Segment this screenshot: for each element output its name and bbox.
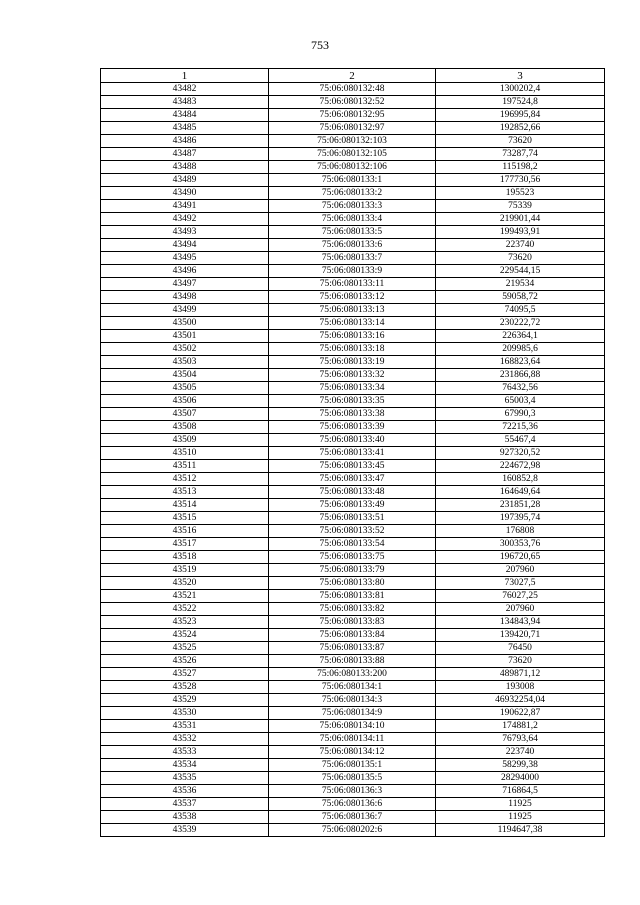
value-cell: 76027,25: [436, 590, 605, 603]
value-cell: 207960: [436, 564, 605, 577]
column-header-3: 3: [436, 69, 605, 83]
row-number-cell: 43507: [101, 408, 269, 421]
row-number-cell: 43531: [101, 720, 269, 733]
value-cell: 219901,44: [436, 213, 605, 226]
value-cell: 72215,36: [436, 421, 605, 434]
table-row: [101, 746, 605, 759]
value-cell: 115198,2: [436, 161, 605, 174]
row-number-cell: 43506: [101, 395, 269, 408]
table-row: [101, 83, 605, 96]
value-cell: 190622,87: [436, 707, 605, 720]
cadastral-number-cell: 75:06:080133:19: [269, 356, 436, 369]
table-row: [101, 772, 605, 785]
value-cell: 223740: [436, 239, 605, 252]
value-cell: 229544,15: [436, 265, 605, 278]
value-cell: 73027,5: [436, 577, 605, 590]
cadastral-number-cell: 75:06:080133:16: [269, 330, 436, 343]
cadastral-number-cell: 75:06:080133:18: [269, 343, 436, 356]
row-number-cell: 43484: [101, 109, 269, 122]
value-cell: 168823,64: [436, 356, 605, 369]
cadastral-number-cell: 75:06:080133:81: [269, 590, 436, 603]
table-row: [101, 187, 605, 200]
cadastral-number-cell: 75:06:080133:3: [269, 200, 436, 213]
cadastral-number-cell: 75:06:080133:32: [269, 369, 436, 382]
value-cell: 55467,4: [436, 434, 605, 447]
table-row: [101, 577, 605, 590]
table-row: [101, 733, 605, 746]
cadastral-number-cell: 75:06:080133:83: [269, 616, 436, 629]
column-header-2: 2: [269, 69, 436, 83]
table-row: [101, 330, 605, 343]
cadastral-number-cell: 75:06:080136:6: [269, 798, 436, 811]
cadastral-number-cell: 75:06:080134:12: [269, 746, 436, 759]
table-row: [101, 824, 605, 837]
table-row: [101, 291, 605, 304]
row-number-cell: 43526: [101, 655, 269, 668]
cadastral-number-cell: 75:06:080135:5: [269, 772, 436, 785]
cadastral-number-cell: 75:06:080133:35: [269, 395, 436, 408]
row-number-cell: 43508: [101, 421, 269, 434]
row-number-cell: 43517: [101, 538, 269, 551]
value-cell: 223740: [436, 746, 605, 759]
cadastral-number-cell: 75:06:080133:87: [269, 642, 436, 655]
cadastral-number-cell: 75:06:080133:82: [269, 603, 436, 616]
value-cell: 199493,91: [436, 226, 605, 239]
table-row: [101, 447, 605, 460]
table-row: [101, 681, 605, 694]
value-cell: 73287,74: [436, 148, 605, 161]
data-table: [100, 68, 605, 837]
row-number-cell: 43491: [101, 200, 269, 213]
row-number-cell: 43518: [101, 551, 269, 564]
table-row: [101, 395, 605, 408]
table-row: [101, 538, 605, 551]
cadastral-number-cell: 75:06:080132:97: [269, 122, 436, 135]
value-cell: 46932254,04: [436, 694, 605, 707]
cadastral-number-cell: 75:06:080133:34: [269, 382, 436, 395]
table-row: [101, 655, 605, 668]
value-cell: 193008: [436, 681, 605, 694]
table-row: [101, 408, 605, 421]
cadastral-number-cell: 75:06:080134:10: [269, 720, 436, 733]
cadastral-number-cell: 75:06:080133:38: [269, 408, 436, 421]
value-cell: 74095,5: [436, 304, 605, 317]
value-cell: 300353,76: [436, 538, 605, 551]
row-number-cell: 43490: [101, 187, 269, 200]
table-row: [101, 200, 605, 213]
row-number-cell: 43513: [101, 486, 269, 499]
row-number-cell: 43511: [101, 460, 269, 473]
value-cell: 73620: [436, 655, 605, 668]
cadastral-number-cell: 75:06:080133:2: [269, 187, 436, 200]
row-number-cell: 43525: [101, 642, 269, 655]
row-number-cell: 43501: [101, 330, 269, 343]
cadastral-number-cell: 75:06:080133:9: [269, 265, 436, 278]
value-cell: 197395,74: [436, 512, 605, 525]
table-row: [101, 434, 605, 447]
value-cell: 207960: [436, 603, 605, 616]
row-number-cell: 43515: [101, 512, 269, 525]
table-row: [101, 239, 605, 252]
table-row: [101, 486, 605, 499]
row-number-cell: 43482: [101, 83, 269, 96]
value-cell: 11925: [436, 811, 605, 824]
value-cell: 160852,8: [436, 473, 605, 486]
value-cell: 177730,56: [436, 174, 605, 187]
value-cell: 73620: [436, 252, 605, 265]
row-number-cell: 43505: [101, 382, 269, 395]
cadastral-number-cell: 75:06:080133:39: [269, 421, 436, 434]
cadastral-number-cell: 75:06:080133:6: [269, 239, 436, 252]
value-cell: 59058,72: [436, 291, 605, 304]
row-number-cell: 43534: [101, 759, 269, 772]
row-number-cell: 43495: [101, 252, 269, 265]
row-number-cell: 43537: [101, 798, 269, 811]
row-number-cell: 43489: [101, 174, 269, 187]
table-row: [101, 759, 605, 772]
table-row: [101, 460, 605, 473]
cadastral-number-cell: 75:06:080133:75: [269, 551, 436, 564]
row-number-cell: 43512: [101, 473, 269, 486]
table-row: [101, 525, 605, 538]
row-number-cell: 43487: [101, 148, 269, 161]
cadastral-number-cell: 75:06:080132:106: [269, 161, 436, 174]
value-cell: 196995,84: [436, 109, 605, 122]
table-row: [101, 642, 605, 655]
table-row: [101, 265, 605, 278]
cadastral-number-cell: 75:06:080133:12: [269, 291, 436, 304]
value-cell: 927320,52: [436, 447, 605, 460]
table-row: [101, 226, 605, 239]
table-row: [101, 720, 605, 733]
table-row: [101, 161, 605, 174]
cadastral-number-cell: 75:06:080135:1: [269, 759, 436, 772]
row-number-cell: 43536: [101, 785, 269, 798]
value-cell: 1194647,38: [436, 824, 605, 837]
row-number-cell: 43485: [101, 122, 269, 135]
table-row: [101, 707, 605, 720]
row-number-cell: 43514: [101, 499, 269, 512]
value-cell: 76793,64: [436, 733, 605, 746]
cadastral-number-cell: 75:06:080132:48: [269, 83, 436, 96]
table-row: [101, 616, 605, 629]
row-number-cell: 43509: [101, 434, 269, 447]
value-cell: 230222,72: [436, 317, 605, 330]
value-cell: 28294000: [436, 772, 605, 785]
table-row: [101, 811, 605, 824]
cadastral-number-cell: 75:06:080132:95: [269, 109, 436, 122]
cadastral-number-cell: 75:06:080133:88: [269, 655, 436, 668]
table-row: [101, 499, 605, 512]
table-row: [101, 694, 605, 707]
value-cell: 226364,1: [436, 330, 605, 343]
table-row: [101, 551, 605, 564]
table-row: [101, 148, 605, 161]
table-body: [101, 83, 605, 837]
cadastral-number-cell: 75:06:080133:4: [269, 213, 436, 226]
cadastral-number-cell: 75:06:080133:80: [269, 577, 436, 590]
cadastral-number-cell: 75:06:080133:49: [269, 499, 436, 512]
row-number-cell: 43519: [101, 564, 269, 577]
cadastral-number-cell: 75:06:080133:40: [269, 434, 436, 447]
table-row: [101, 668, 605, 681]
table-row: [101, 512, 605, 525]
cadastral-number-cell: 75:06:080133:52: [269, 525, 436, 538]
column-header-1: 1: [101, 69, 269, 83]
row-number-cell: 43502: [101, 343, 269, 356]
row-number-cell: 43496: [101, 265, 269, 278]
cadastral-number-cell: 75:06:080136:7: [269, 811, 436, 824]
value-cell: 174881,2: [436, 720, 605, 733]
cadastral-number-cell: 75:06:080133:47: [269, 473, 436, 486]
value-cell: 58299,38: [436, 759, 605, 772]
value-cell: 67990,3: [436, 408, 605, 421]
row-number-cell: 43516: [101, 525, 269, 538]
table-row: [101, 382, 605, 395]
value-cell: 139420,71: [436, 629, 605, 642]
cadastral-number-cell: 75:06:080132:52: [269, 96, 436, 109]
cadastral-number-cell: 75:06:080132:103: [269, 135, 436, 148]
table-row: [101, 369, 605, 382]
cadastral-number-cell: 75:06:080133:1: [269, 174, 436, 187]
row-number-cell: 43533: [101, 746, 269, 759]
row-number-cell: 43523: [101, 616, 269, 629]
value-cell: 192852,66: [436, 122, 605, 135]
value-cell: 1300202,4: [436, 83, 605, 96]
table-row: [101, 785, 605, 798]
row-number-cell: 43520: [101, 577, 269, 590]
row-number-cell: 43527: [101, 668, 269, 681]
cadastral-number-cell: 75:06:080132:105: [269, 148, 436, 161]
table-row: [101, 174, 605, 187]
table-row: [101, 122, 605, 135]
row-number-cell: 43486: [101, 135, 269, 148]
table-row: [101, 798, 605, 811]
cadastral-number-cell: 75:06:080133:79: [269, 564, 436, 577]
table-row: [101, 304, 605, 317]
cadastral-number-cell: 75:06:080133:200: [269, 668, 436, 681]
cadastral-number-cell: 75:06:080133:48: [269, 486, 436, 499]
cadastral-number-cell: 75:06:080133:7: [269, 252, 436, 265]
row-number-cell: 43539: [101, 824, 269, 837]
value-cell: 716864,5: [436, 785, 605, 798]
cadastral-number-cell: 75:06:080133:41: [269, 447, 436, 460]
row-number-cell: 43535: [101, 772, 269, 785]
table-row: [101, 317, 605, 330]
row-number-cell: 43499: [101, 304, 269, 317]
row-number-cell: 43524: [101, 629, 269, 642]
value-cell: 224672,98: [436, 460, 605, 473]
row-number-cell: 43521: [101, 590, 269, 603]
value-cell: 489871,12: [436, 668, 605, 681]
row-number-cell: 43522: [101, 603, 269, 616]
cadastral-number-cell: 75:06:080202:6: [269, 824, 436, 837]
row-number-cell: 43504: [101, 369, 269, 382]
value-cell: 73620: [436, 135, 605, 148]
table-row: [101, 356, 605, 369]
cadastral-number-cell: 75:06:080133:13: [269, 304, 436, 317]
value-cell: 75339: [436, 200, 605, 213]
table-row: [101, 590, 605, 603]
row-number-cell: 43492: [101, 213, 269, 226]
value-cell: 176808: [436, 525, 605, 538]
row-number-cell: 43532: [101, 733, 269, 746]
cadastral-number-cell: 75:06:080133:54: [269, 538, 436, 551]
table-row: [101, 473, 605, 486]
table-row: [101, 252, 605, 265]
page-number: 753: [311, 38, 329, 52]
cadastral-number-cell: 75:06:080133:5: [269, 226, 436, 239]
value-cell: 195523: [436, 187, 605, 200]
row-number-cell: 43503: [101, 356, 269, 369]
cadastral-number-cell: 75:06:080133:11: [269, 278, 436, 291]
cadastral-number-cell: 75:06:080134:3: [269, 694, 436, 707]
table-row: [101, 135, 605, 148]
cadastral-number-cell: 75:06:080133:45: [269, 460, 436, 473]
table-row: [101, 564, 605, 577]
table-row: [101, 109, 605, 122]
table-row: [101, 603, 605, 616]
table-row: [101, 629, 605, 642]
value-cell: 164649,64: [436, 486, 605, 499]
row-number-cell: 43497: [101, 278, 269, 291]
row-number-cell: 43493: [101, 226, 269, 239]
value-cell: 76432,56: [436, 382, 605, 395]
cadastral-number-cell: 75:06:080134:11: [269, 733, 436, 746]
cadastral-number-cell: 75:06:080133:84: [269, 629, 436, 642]
row-number-cell: 43488: [101, 161, 269, 174]
cadastral-number-cell: 75:06:080136:3: [269, 785, 436, 798]
table-header-row: [101, 69, 605, 83]
table-row: [101, 213, 605, 226]
value-cell: 219534: [436, 278, 605, 291]
table-row: [101, 96, 605, 109]
row-number-cell: 43528: [101, 681, 269, 694]
value-cell: 231851,28: [436, 499, 605, 512]
cadastral-number-cell: 75:06:080134:1: [269, 681, 436, 694]
cadastral-number-cell: 75:06:080133:14: [269, 317, 436, 330]
value-cell: 197524,8: [436, 96, 605, 109]
row-number-cell: 43530: [101, 707, 269, 720]
value-cell: 11925: [436, 798, 605, 811]
row-number-cell: 43500: [101, 317, 269, 330]
value-cell: 134843,94: [436, 616, 605, 629]
value-cell: 209985,6: [436, 343, 605, 356]
row-number-cell: 43494: [101, 239, 269, 252]
row-number-cell: 43529: [101, 694, 269, 707]
value-cell: 76450: [436, 642, 605, 655]
value-cell: 65003,4: [436, 395, 605, 408]
cadastral-number-cell: 75:06:080133:51: [269, 512, 436, 525]
row-number-cell: 43538: [101, 811, 269, 824]
row-number-cell: 43483: [101, 96, 269, 109]
value-cell: 196720,65: [436, 551, 605, 564]
value-cell: 231866,88: [436, 369, 605, 382]
table-row: [101, 278, 605, 291]
row-number-cell: 43510: [101, 447, 269, 460]
cadastral-number-cell: 75:06:080134:9: [269, 707, 436, 720]
table-row: [101, 343, 605, 356]
row-number-cell: 43498: [101, 291, 269, 304]
table-row: [101, 421, 605, 434]
